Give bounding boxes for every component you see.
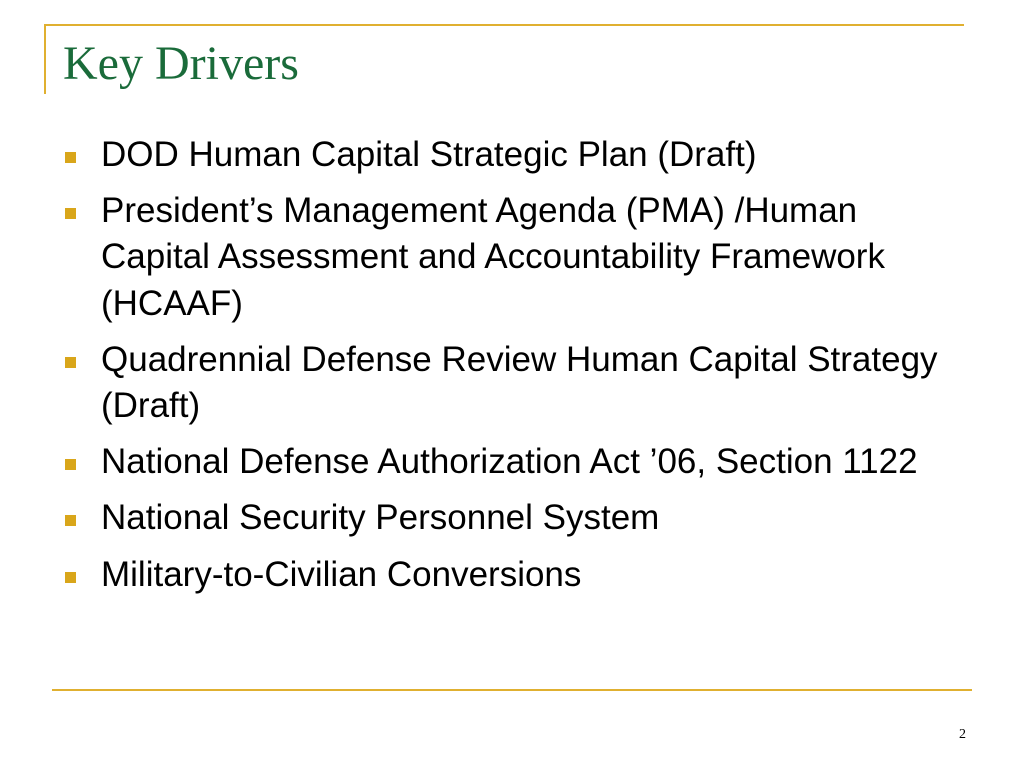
bullet-list — [65, 132, 965, 608]
footer-divider — [52, 689, 972, 691]
bullet-text: DOD Human Capital Strategic Plan (Draft) — [101, 135, 757, 174]
bullet-text: National Security Personnel System — [101, 498, 660, 538]
square-bullet-icon — [65, 515, 76, 526]
page-number: 2 — [959, 727, 966, 742]
bullet-item — [65, 495, 965, 541]
square-bullet-icon — [65, 459, 76, 470]
bullet-text: Quadrennial Defense Review Human Capital Strategy (Draft) — [101, 339, 938, 425]
bullet-text: President’s Management Agenda (PMA) /Human Capital Assessment and Accountability Framework (HCAAF) — [101, 191, 885, 323]
square-bullet-icon — [65, 152, 76, 163]
bullet-item — [65, 337, 965, 429]
bullet-item — [65, 188, 965, 327]
slide-title: Key Drivers — [63, 37, 299, 90]
square-bullet-icon — [65, 572, 76, 583]
bullet-item — [65, 552, 965, 598]
bullet-text: National Defense Authorization Act ’06, Section 1122 — [101, 442, 918, 482]
square-bullet-icon — [65, 357, 76, 368]
title-frame-left-line — [44, 24, 46, 94]
square-bullet-icon — [65, 208, 76, 219]
bullet-text: Military-to-Civilian Conversions — [101, 554, 582, 594]
bullet-item — [65, 132, 965, 178]
title-frame-top-line — [44, 24, 964, 26]
bullet-item — [65, 439, 965, 485]
